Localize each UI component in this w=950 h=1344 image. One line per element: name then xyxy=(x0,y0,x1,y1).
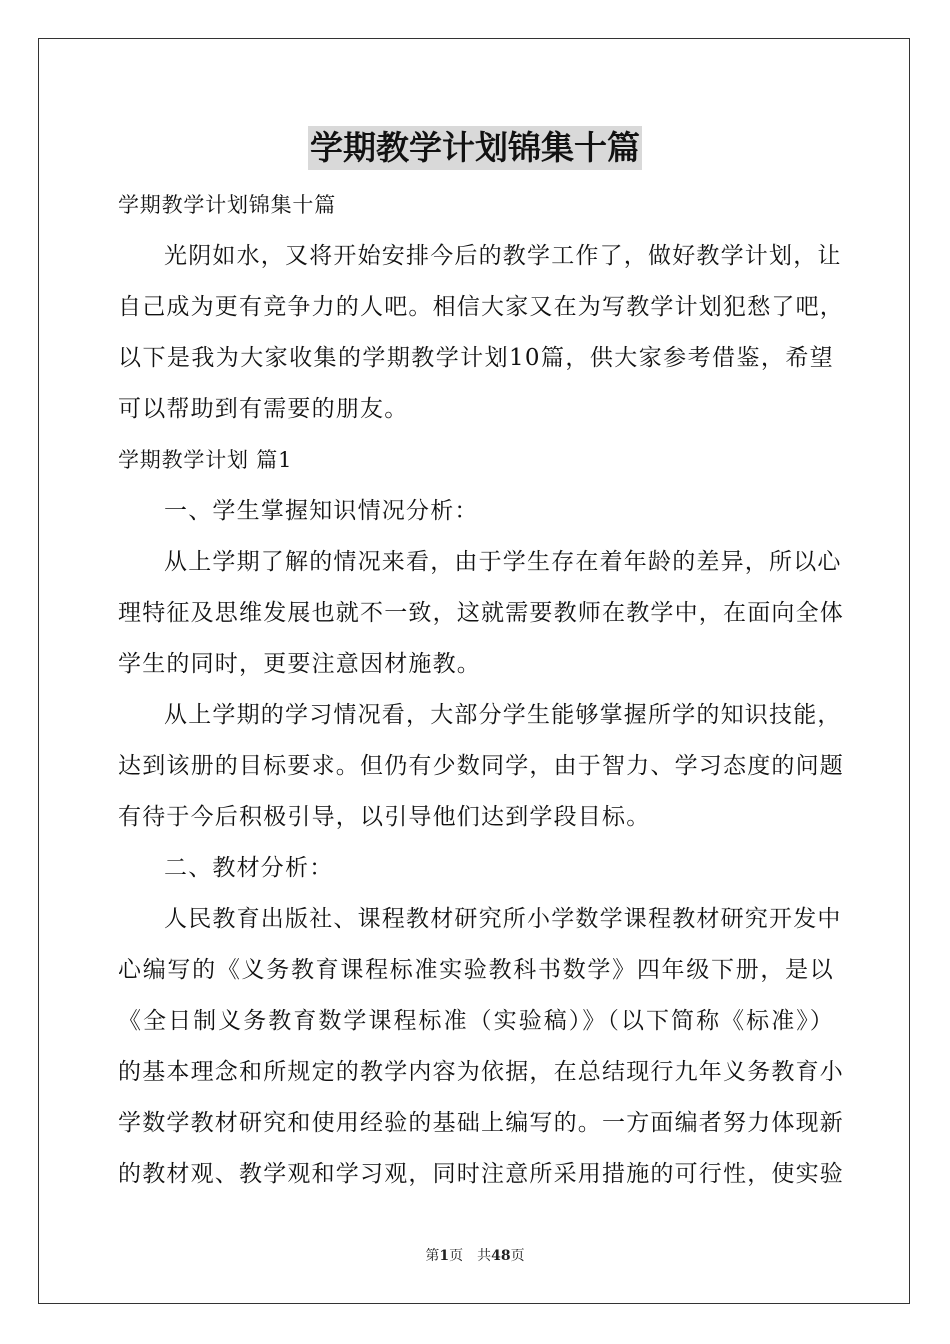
text-line: 的教材观、教学观和学习观，同时注意所采用措施的可行性，使实验 xyxy=(118,1161,844,1187)
text-line: 学期教学计划 篇1 xyxy=(118,448,293,472)
text-line: 学期教学计划锦集十篇 xyxy=(118,193,336,217)
text-line: 从上学期的学习情况看，大部分学生能够掌握所学的知识技能， xyxy=(164,702,842,728)
text-line: 从上学期了解的情况来看，由于学生存在着年龄的差异，所以心 xyxy=(164,549,842,575)
text-line: 学数学教材研究和使用经验的基础上编写的。一方面编者努力体现新 xyxy=(118,1110,844,1136)
page-label-prefix: 第 xyxy=(425,1248,440,1264)
text-line: 可以帮助到有需要的朋友。 xyxy=(118,396,409,422)
text-line: 有待于今后积极引导，以引导他们达到学段目标。 xyxy=(118,804,651,830)
text-line: 二、教材分析： xyxy=(164,855,334,881)
title-container xyxy=(0,126,950,170)
document-body xyxy=(118,180,844,1200)
text-line: 光阴如水，又将开始安排今后的教学工作了，做好教学计划，让 xyxy=(164,243,842,269)
text-line: 的基本理念和所规定的教学内容为依据，在总结现行九年义务教育小 xyxy=(118,1059,844,1085)
total-label-suffix: 页 xyxy=(510,1248,525,1264)
text-line: 以下是我为大家收集的学期教学计划10篇，供大家参考借鉴，希望 xyxy=(118,345,834,371)
page-footer xyxy=(0,1245,950,1265)
page-number: 1 xyxy=(439,1248,450,1264)
text-line: 学生的同时，更要注意因材施教。 xyxy=(118,651,481,677)
text-line: 达到该册的目标要求。但仍有少数同学，由于智力、学习态度的问题 xyxy=(118,753,844,779)
text-line: 理特征及思维发展也就不一致，这就需要教师在教学中，在面向全体 xyxy=(118,600,844,626)
document-title: 学期教学计划锦集十篇 xyxy=(308,126,642,170)
text-line: 自己成为更有竞争力的人吧。相信大家又在为写教学计划犯愁了吧， xyxy=(118,294,844,320)
total-label-prefix: 共 xyxy=(477,1248,492,1264)
total-pages: 48 xyxy=(491,1248,511,1264)
text-line: 《全日制义务教育数学课程标准（实验稿）》（以下简称《标准》） xyxy=(118,1008,834,1034)
text-line: 人民教育出版社、课程教材研究所小学数学课程教材研究开发中 xyxy=(164,906,842,932)
text-line: 心编写的《义务教育课程标准实验教科书数学》四年级下册，是以 xyxy=(118,957,834,983)
page-label-suffix: 页 xyxy=(449,1248,464,1264)
text-line: 一、学生掌握知识情况分析： xyxy=(164,498,479,524)
